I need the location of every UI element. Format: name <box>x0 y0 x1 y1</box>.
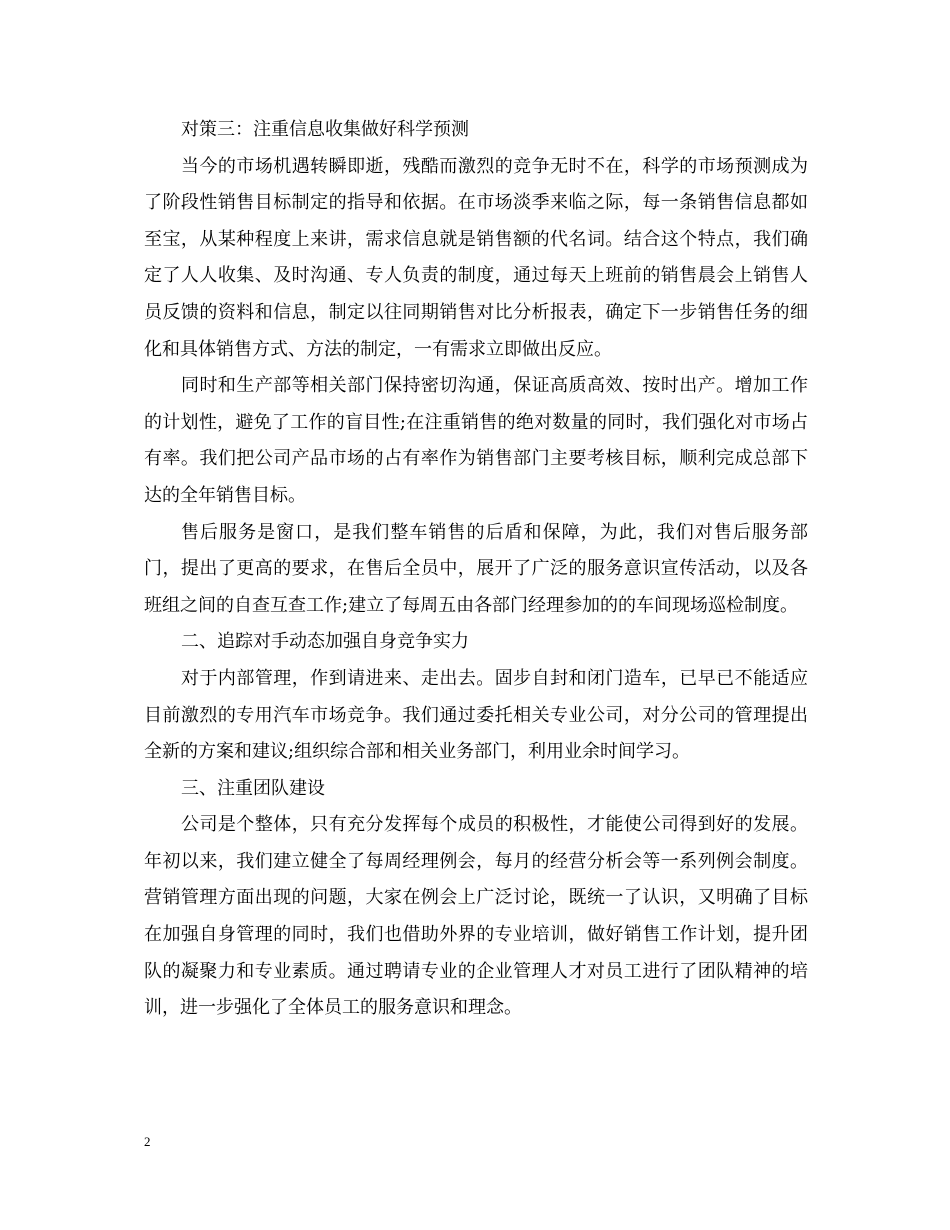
heading-competitor-tracking: 二、追踪对手动态加强自身竞争实力 <box>181 631 469 653</box>
page-number: 2 <box>144 1134 151 1149</box>
heading-team-building: 三、注重团队建设 <box>181 777 325 799</box>
paragraph-internal-management: 对于内部管理，作到请进来、走出去。固步自封和闭门造车，已早已不能适应目前激烈的专用汽车市场竞争。我们通过委托相关专业公司，对分公司的管理提出全新的方案和建议;组织综合部和相关业务部门，利用业余时间学习。 <box>144 667 808 763</box>
paragraph-production-communication: 同时和生产部等相关部门保持密切沟通，保证高质高效、按时出产。增加工作的计划性，避免了工作的盲目性;在注重销售的绝对数量的同时，我们强化对市场占有率。我们把公司产品市场的占有率作为销售部门主要考核目标，顺利完成总部下达的全年销售目标。 <box>144 375 808 506</box>
body-text <box>144 112 808 1027</box>
heading-strategy-three: 对策三：注重信息收集做好科学预测 <box>181 119 469 140</box>
paragraph-market-forecast: 当今的市场机遇转瞬即逝，残酷而激烈的竞争无时不在，科学的市场预测成为了阶段性销售目标制定的指导和依据。在市场淡季来临之际，每一条销售信息都如至宝，从某种程度上来讲，需求信息就是销售额的代名词。结合这个特点，我们确定了人人收集、及时沟通、专人负责的制度，通过每天上班前的销售晨会上销售人员反馈的资料和信息，制定以往同期销售对比分析报表，确定下一步销售任务的细化和具体销售方式、方法的制定，一有需求立即做出反应。 <box>144 155 808 360</box>
paragraph-after-sales-service: 售后服务是窗口，是我们整车销售的后盾和保障，为此，我们对售后服务部门，提出了更高的要求，在售后全员中，展开了广泛的服务意识宣传活动，以及各班组之间的自查互查工作;建立了每周五由各部门经理参加的的车间现场巡检制度。 <box>144 521 808 616</box>
paragraph-team-building: 公司是个整体，只有充分发挥每个成员的积极性，才能使公司得到好的发展。年初以来，我们建立健全了每周经理例会，每月的经营分析会等一系列例会制度。营销管理方面出现的问题，大家在例会上广泛讨论，既统一了认识，又明确了目标在加强自身管理的同时，我们也借助外界的专业培训，做好销售工作计划，提升团队的凝聚力和专业素质。通过聘请专业的企业管理人才对员工进行了团队精神的培训，进一步强化了全体员工的服务意识和理念。 <box>144 814 808 1019</box>
